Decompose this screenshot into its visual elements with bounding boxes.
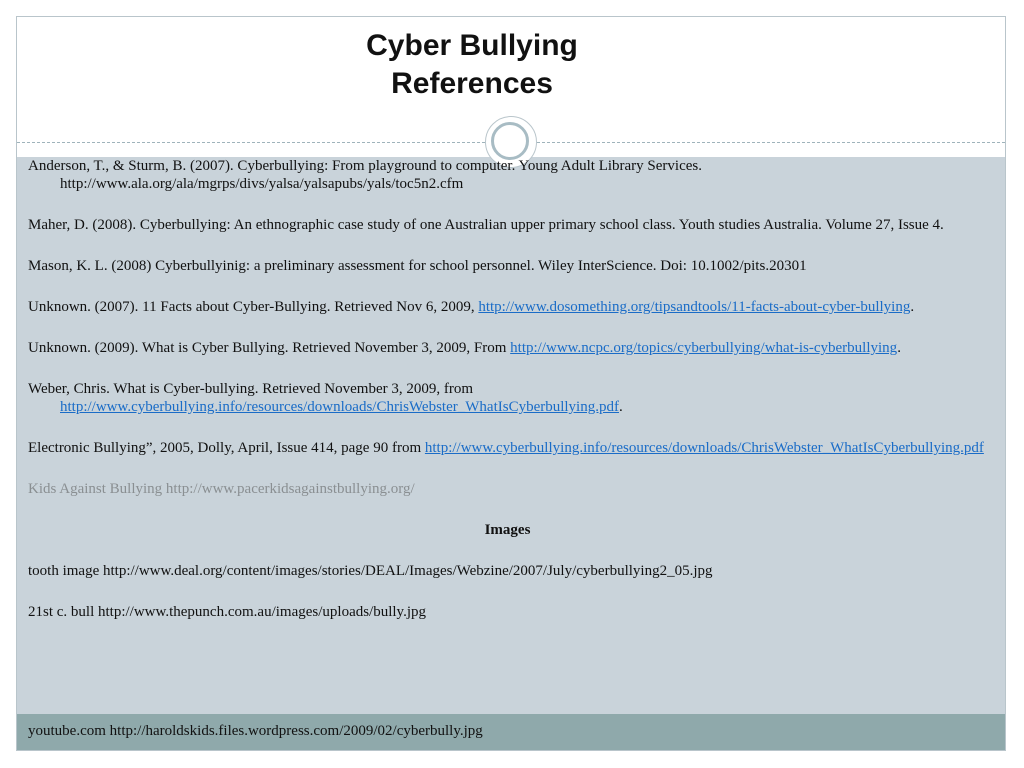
reference-item — [28, 380, 987, 416]
slide — [16, 16, 1006, 751]
image-credit: tooth image http://www.deal.org/content/images/stories/DEAL/Images/Webzine/2007/July/cyberbullying2_05.jpg — [28, 563, 713, 579]
reference-text: Kids Against Bullying http://www.pacerkidsagainstbullying.org/ — [28, 481, 415, 497]
image-credit-footer: youtube.com http://haroldskids.files.wordpress.com/2009/02/cyberbully.jpg — [28, 723, 483, 739]
reference-item — [28, 257, 987, 275]
reference-text: Weber, Chris. What is Cyber-bullying. Retrieved November 3, 2009, from — [28, 381, 474, 397]
reference-link[interactable]: http://www.ncpc.org/topics/cyberbullying/what-is-cyberbullying — [510, 340, 898, 356]
reference-link[interactable]: http://www.cyberbullying.info/resources/downloads/ChrisWebster_WhatIsCyberbullying.pdf — [424, 440, 984, 456]
reference-text: Maher, D. (2008). Cyberbullying: An ethnographic case study of one Australian upper primary school class. Youth studies Australia. Volume 27, Issue 4. — [28, 217, 944, 233]
reference-text: Anderson, T., & Sturm, B. (2007). Cyberbullying: From playground to computer. Young Adult Library Services. http://www.ala.org/ala/mgrps/divs/yalsa/yalsapubs/yals/toc5n2.cfm — [28, 158, 702, 192]
reference-text: Unknown. (2009). What is Cyber Bullying. Retrieved November 3, 2009, From — [28, 340, 511, 356]
reference-suffix: . — [897, 340, 901, 356]
images-heading: Images — [484, 522, 531, 538]
reference-link[interactable]: http://www.cyberbullying.info/resources/downloads/ChrisWebster_WhatIsCyberbullying.pdf — [60, 399, 619, 415]
reference-suffix: . — [910, 299, 915, 315]
title-line-2: References — [391, 67, 553, 100]
reference-item — [28, 157, 987, 193]
reference-suffix: . — [618, 399, 623, 415]
reference-item-muted — [28, 480, 987, 498]
reference-text: Electronic Bullying”, 2005, Dolly, April, Issue 414, page 90 from — [28, 440, 425, 456]
reference-item — [28, 439, 987, 457]
slide-title — [272, 27, 672, 103]
reference-link[interactable]: http://www.dosomething.org/tipsandtools/11-facts-about-cyber-bullying — [478, 299, 911, 315]
title-line-1: Cyber Bullying — [366, 29, 578, 62]
reference-list — [28, 157, 987, 739]
reference-item — [28, 216, 987, 234]
image-credit: 21st c. bull http://www.thepunch.com.au/images/uploads/bully.jpg — [28, 604, 427, 620]
reference-text: Mason, K. L. (2008) Cyberbullyinig: a preliminary assessment for school personnel. Wiley InterScience. Doi: 10.1002/pits.20301 — [28, 258, 807, 274]
reference-item — [28, 298, 987, 316]
reference-text: Unknown. (2007). 11 Facts about Cyber-Bullying. Retrieved Nov 6, 2009, — [28, 299, 479, 315]
reference-item — [28, 339, 987, 357]
